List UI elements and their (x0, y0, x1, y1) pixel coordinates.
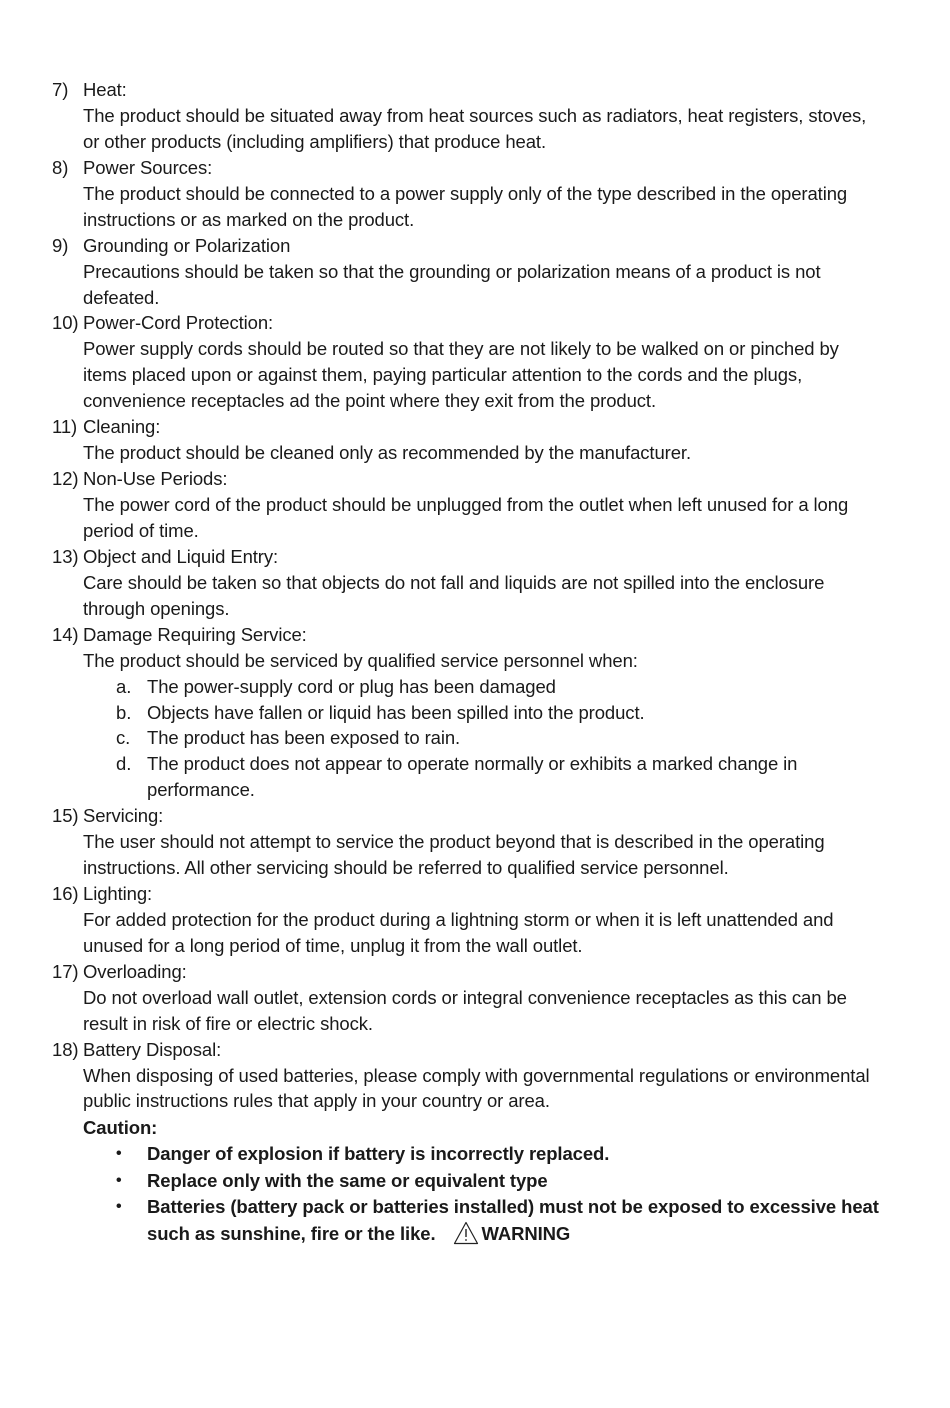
caution-heading: Caution: (83, 1117, 158, 1139)
item-number: 7) (52, 79, 69, 100)
list-item-non-use-periods (52, 466, 882, 544)
list-item-heat (52, 77, 882, 155)
item-title: Battery Disposal: (83, 1038, 222, 1060)
caution-bullet-text: Danger of explosion if battery is incorrectly replaced. (147, 1143, 610, 1165)
list-item-overloading (52, 959, 882, 1037)
list-item-cleaning (52, 414, 882, 466)
sub-item-text: The power-supply cord or plug has been damaged (147, 675, 556, 697)
item-body: The user should not attempt to service the product beyond that is described in the operating instructions. All other servicing should be referred to qualified service personnel. (83, 831, 825, 879)
item-title: Heat: (83, 79, 127, 100)
item-number: 12) (52, 468, 79, 490)
sub-item-label: d. (116, 753, 132, 775)
item-number: 17) (52, 960, 79, 982)
item-body: The product should be serviced by qualified service personnel when: (83, 649, 638, 671)
sub-item-text: The product does not appear to operate normally or exhibits a marked change in performance. (147, 753, 798, 801)
item-body: The product should be connected to a power supply only of the type described in the operating instructions or as marked on the product. (83, 182, 848, 230)
item-number: 11) (52, 416, 78, 438)
sub-item (83, 751, 882, 803)
sub-item-label: b. (116, 701, 132, 723)
item-body: Care should be taken so that objects do not fall and liquids are not spilled into the enclosure through openings. (83, 571, 825, 619)
safety-instructions-list (52, 77, 882, 1247)
item-body: Do not overload wall outlet, extension cords or integral convenience receptacles as this can be result in risk of fire or electric shock. (83, 986, 847, 1034)
warning-label: WARNING (481, 1222, 571, 1244)
caution-bullet-text: Batteries (battery pack or batteries installed) must not be exposed to excessive heat such as sunshine, fire or the like. (147, 1196, 879, 1244)
sub-item-label: c. (116, 727, 131, 749)
caution-bullet (83, 1141, 882, 1168)
item-title: Cleaning: (83, 416, 161, 438)
item-body: The product should be cleaned only as recommended by the manufacturer. (83, 442, 691, 464)
item-number: 16) (52, 882, 79, 904)
list-item-grounding (52, 233, 882, 311)
list-item-servicing (52, 803, 882, 881)
item-body: Precautions should be taken so that the grounding or polarization means of a product is not defeated. (83, 260, 821, 308)
item-body: The power cord of the product should be unplugged from the outlet when left unused for a long period of time. (83, 494, 849, 541)
caution-bullet (83, 1194, 882, 1247)
bullet-marker: • (116, 1145, 122, 1163)
item-title: Overloading: (83, 960, 187, 982)
warning-triangle-icon (453, 1221, 479, 1245)
list-item-object-liquid-entry (52, 544, 882, 622)
sub-item-label: a. (116, 675, 132, 697)
item-title: Non-Use Periods: (83, 468, 228, 490)
list-item-power-sources (52, 155, 882, 233)
item-title: Object and Liquid Entry: (83, 545, 279, 567)
item-number: 13) (52, 545, 79, 567)
sub-item (83, 700, 882, 726)
item-title: Grounding or Polarization (83, 234, 291, 256)
item-number: 9) (52, 234, 69, 256)
item-title: Power-Cord Protection: (83, 312, 274, 334)
item-number: 10) (52, 312, 79, 334)
item-title: Damage Requiring Service: (83, 623, 307, 645)
sub-item (83, 674, 882, 700)
list-item-lighting (52, 881, 882, 959)
caution-bullet (83, 1168, 882, 1195)
item-body: When disposing of used batteries, please comply with governmental regulations or environmental public instructions rules that apply in your country or area. (83, 1064, 870, 1112)
caution-bullet-text: Replace only with the same or equivalent type (147, 1169, 548, 1191)
item-number: 15) (52, 805, 79, 827)
item-number: 18) (52, 1038, 79, 1060)
item-title: Power Sources: (83, 156, 213, 178)
item-title: Lighting: (83, 882, 153, 904)
item-title: Servicing: (83, 805, 164, 827)
caution-bullet-wrapper (147, 1194, 882, 1247)
item-body: Power supply cords should be routed so that they are not likely to be walked on or pinched by items placed upon or against them, paying particular attention to the cords and the plugs, convenience receptacles ad the point where they exit from the product. (83, 338, 839, 412)
sub-item-text: Objects have fallen or liquid has been spilled into the product. (147, 701, 645, 723)
item-body: The product should be situated away from heat sources such as radiators, heat registers, stoves, or other products (including amplifiers) that produce heat. (83, 105, 867, 152)
item-number: 14) (52, 623, 79, 645)
bullet-marker: • (116, 1171, 122, 1189)
sub-item (83, 725, 882, 751)
item-body: For added protection for the product during a lightning storm or when it is left unattended and unused for a long period of time, unplug it from the wall outlet. (83, 908, 834, 956)
list-item-battery-disposal (52, 1037, 882, 1248)
sub-item-text: The product has been exposed to rain. (147, 727, 461, 749)
item-number: 8) (52, 156, 69, 178)
list-item-power-cord-protection (52, 310, 882, 414)
list-item-damage-requiring-service (52, 622, 882, 803)
bullet-marker: • (116, 1198, 122, 1216)
